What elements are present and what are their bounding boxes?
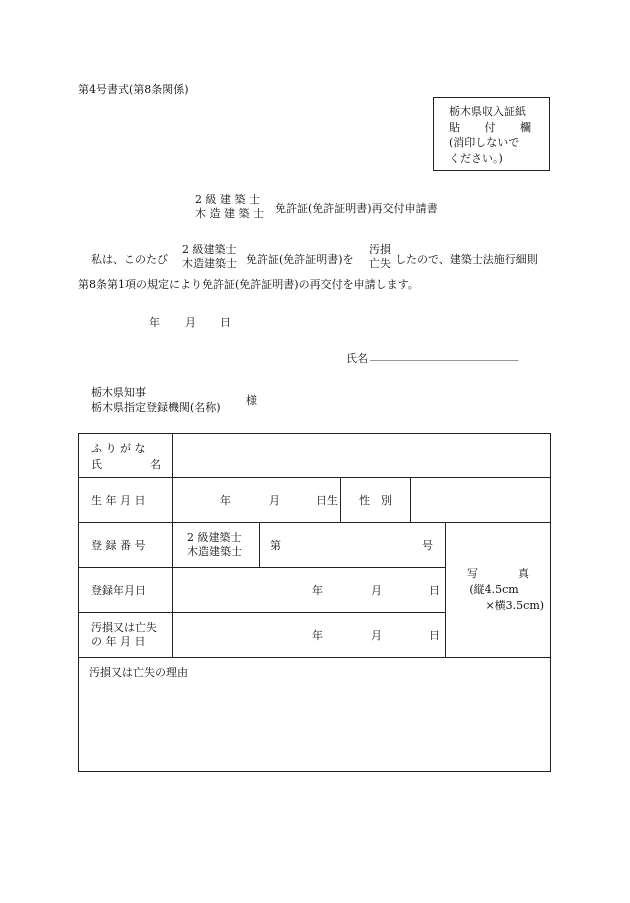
photo-cell[interactable]: [446, 523, 551, 658]
registration-date-parts: [173, 582, 445, 598]
photo-label-char: 真: [518, 567, 530, 580]
body-reason-stack: [369, 243, 391, 271]
registration-number-parts: [260, 537, 445, 553]
loss-date-label: [79, 613, 173, 658]
registration-number-label: 登 録 番 号: [79, 523, 173, 568]
birth-date-parts: [173, 492, 340, 508]
registration-month-label: 月: [371, 584, 382, 597]
body-tail: したので、建築士法施行細則: [395, 253, 538, 266]
birth-year-label: 年: [220, 494, 231, 507]
registration-number-row: [79, 523, 551, 568]
addressee-block: [91, 385, 221, 415]
date-month: 月: [185, 316, 196, 329]
photo-size-height: (縦4.5cm: [469, 583, 519, 596]
stamp-box-title: 栃木県収入証紙: [449, 105, 526, 118]
photo-label-char: 写: [467, 567, 479, 580]
reason-label: 汚損又は亡失の理由: [89, 666, 188, 679]
title-class-stack: [195, 193, 264, 221]
form-number: 第4号書式(第8条関係): [78, 83, 189, 96]
sex-input-cell[interactable]: [411, 478, 551, 523]
loss-date-cell[interactable]: [173, 613, 446, 658]
body-class-stack: [182, 243, 237, 271]
loss-year-label: 年: [312, 629, 323, 642]
date-year: 年: [149, 316, 160, 329]
addressee-honorific: 様: [246, 394, 257, 407]
registration-date-label: 登録年月日: [79, 568, 173, 613]
birth-date-cell[interactable]: [173, 478, 341, 523]
signature-line: ___________________________: [370, 348, 519, 361]
signature-label: 氏名: [346, 352, 368, 365]
stamp-box-char: 貼: [449, 120, 460, 134]
application-form-table: [78, 433, 551, 772]
registration-year-label: 年: [312, 584, 323, 597]
title-class-wooden: 木 造 建 築 士: [195, 207, 264, 220]
body-intro: 私は、このたび: [91, 253, 168, 266]
registration-number-cell[interactable]: [260, 523, 446, 568]
name-row: [79, 434, 551, 478]
body-line-2: 第8条第1項の規定により免許証(免許証明書)の再交付を申請します。: [78, 278, 419, 291]
stamp-box-char: 付: [484, 120, 496, 134]
loss-date-label-line2: の 年 月 日: [91, 635, 146, 648]
furigana-label: ふ り が な: [91, 441, 146, 455]
title-class-2nd-grade: 2 級 建 築 士: [195, 193, 260, 206]
photo-size-width: ×横3.5cm): [485, 599, 545, 612]
name-label: [91, 456, 161, 472]
name-label-char: 氏: [91, 457, 102, 471]
registration-day-label: 日: [429, 584, 440, 597]
birth-row: [79, 478, 551, 523]
body-class-2nd-grade: 2 級建築士: [182, 243, 237, 256]
stamp-box-paste-row: [449, 120, 531, 136]
registration-date-cell[interactable]: [173, 568, 446, 613]
loss-date-label-line1: 汚損又は亡失: [91, 621, 157, 634]
registration-class-2nd-grade: 2 級建築士: [187, 531, 242, 544]
stamp-box-note-2: ください。): [449, 151, 503, 165]
stamp-box-char: 欄: [520, 120, 531, 134]
addressee-registration-agency: 栃木県指定登録機関(名称): [91, 401, 221, 414]
registration-number-suffix: 号: [422, 539, 433, 552]
body-reason-damage: 汚損: [369, 243, 391, 256]
photo-label: [467, 566, 529, 582]
body-reason-loss: 亡失: [369, 257, 391, 270]
loss-day-label: 日: [429, 629, 440, 642]
birth-month-label: 月: [269, 494, 280, 507]
name-label-char: 名: [150, 457, 161, 471]
document-title: 免許証(免許証明書)再交付申請書: [275, 202, 438, 215]
date-day: 日: [220, 316, 231, 329]
name-label-cell: [79, 434, 173, 478]
body-class-wooden: 木造建築士: [182, 257, 237, 270]
body-middle: 免許証(免許証明書)を: [246, 253, 354, 266]
birth-label: 生 年 月 日: [79, 478, 173, 523]
registration-class-cell: [173, 523, 260, 568]
revenue-stamp-box: [433, 97, 550, 171]
reason-row: [79, 658, 551, 772]
loss-month-label: 月: [371, 629, 382, 642]
reason-cell[interactable]: [79, 658, 551, 772]
name-input-cell[interactable]: [173, 434, 551, 478]
photo-caption: [446, 566, 550, 614]
addressee-governor: 栃木県知事: [91, 386, 146, 399]
registration-class-wooden: 木造建築士: [187, 545, 242, 558]
loss-date-parts: [173, 627, 445, 643]
registration-number-prefix: 第: [270, 539, 281, 552]
stamp-box-note-1: (消印しないで: [449, 136, 520, 149]
sex-label: 性 別: [341, 478, 411, 523]
birth-day-label: 日生: [316, 494, 338, 507]
